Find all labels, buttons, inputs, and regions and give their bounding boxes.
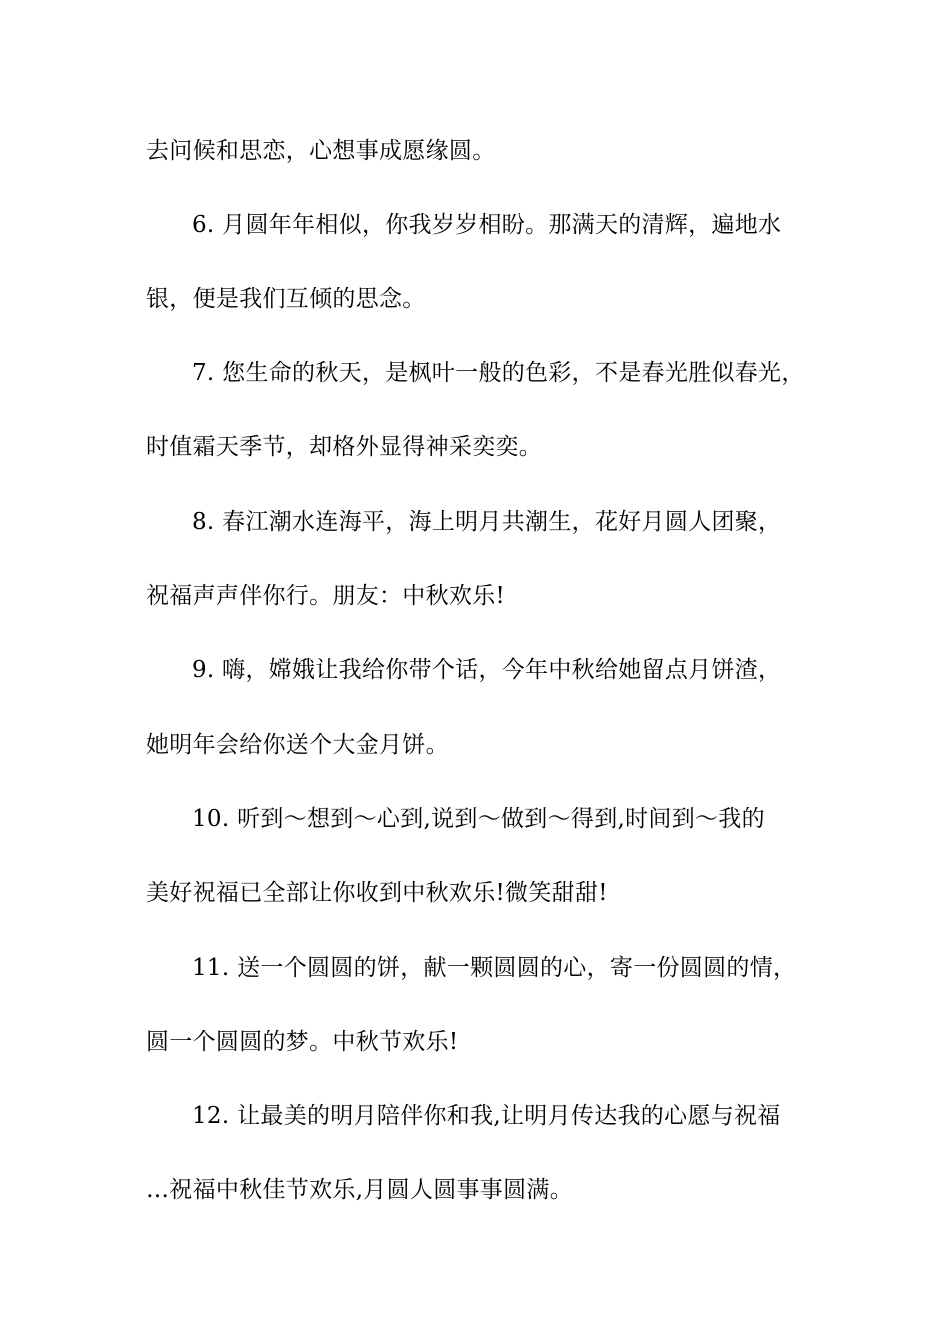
text-line: 圆一个圆圆的梦。中秋节欢乐! <box>146 1029 459 1055</box>
text-line: 祝福声声伴你行。朋友：中秋欢乐! <box>146 583 506 609</box>
text-line: 美好祝福已全部让你收到中秋欢乐!微笑甜甜! <box>146 880 608 906</box>
text-line: 12. 让最美的明月陪伴你和我,让明月传达我的心愿与祝福 <box>192 1103 781 1129</box>
text-line: 银，便是我们互倾的思念。 <box>146 286 426 312</box>
text-line: 10. 听到～想到～心到,说到～做到～得到,时间到～我的 <box>192 806 765 832</box>
text-line: 她明年会给你送个大金月饼。 <box>146 732 449 758</box>
text-line: 7. 您生命的秋天，是枫叶一般的色彩，不是春光胜似春光， <box>192 360 805 386</box>
text-line: 11. 送一个圆圆的饼，献一颗圆圆的心，寄一份圆圆的情， <box>192 955 797 981</box>
text-line: 8. 春江潮水连海平，海上明月共潮生，花好月圆人团聚， <box>192 509 782 535</box>
text-line: 去问候和思恋，心想事成愿缘圆。 <box>146 138 496 164</box>
text-line: 6. 月圆年年相似，你我岁岁相盼。那满天的清辉，遍地水 <box>192 212 782 238</box>
text-line: …祝福中秋佳节欢乐,月圆人圆事事圆满。 <box>146 1177 574 1203</box>
text-line: 时值霜天季节，却格外显得神采奕奕。 <box>146 434 543 460</box>
text-line: 9. 嗨，嫦娥让我给你带个话，今年中秋给她留点月饼渣， <box>192 657 782 683</box>
